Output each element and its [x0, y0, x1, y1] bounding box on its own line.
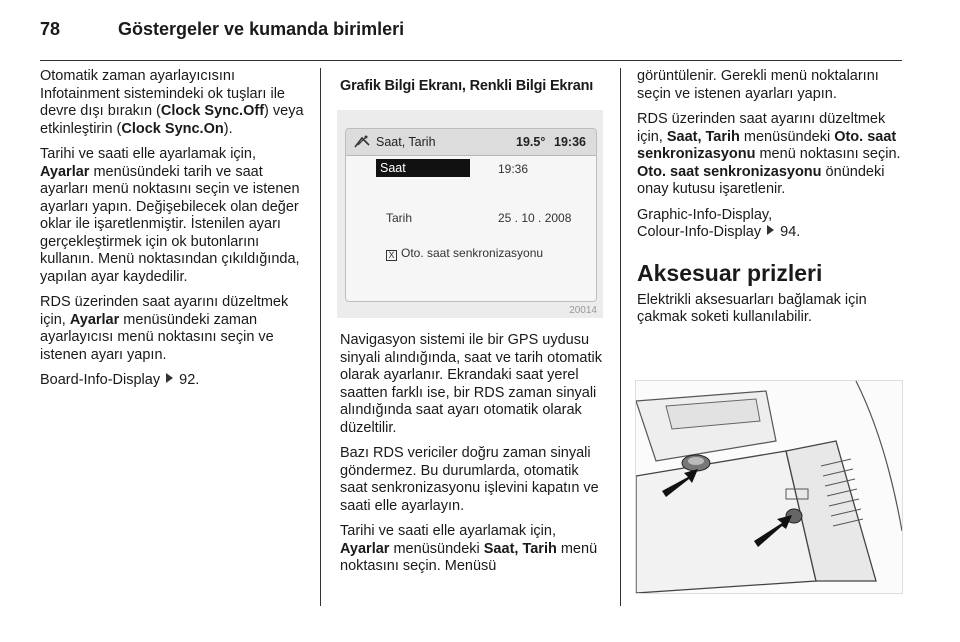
bold-term: Ayarlar	[340, 540, 390, 557]
display-clock: 19:36	[554, 135, 586, 149]
reference-graphic-colour[interactable]	[637, 207, 903, 242]
text: Tarihi ve saati elle ayarlamak için,	[340, 523, 556, 539]
reference-page[interactable]: 92.	[179, 372, 200, 388]
bold-term: Ayarlar	[40, 163, 90, 180]
column-divider	[620, 68, 621, 606]
paragraph-gps: Navigasyon sistemi ile bir GPS uydusu sinyali alındığında, saat ve tarih otomatik olarak ayarlanır. Ekrandaki saat yerel saatten farklı ise, bir RDS zaman sinyali alındığında saat ayarı otomatik olarak düzeltilir.	[340, 332, 602, 436]
text: menüsündeki tarih ve saat ayarları menü noktasını seçin ve istenen ayarları yapın. Değişebilecek olan değer oklar ile işaretlenmiştir. İstenilen ayarı gerçekleştirmek için ok butonlarını kullanın. Menü noktasından çıkıldığında, yapılan ayar kaydedilir.	[40, 163, 300, 285]
text: Otomatik zaman ayarlayıcısını Infotainment sistemindeki ok tuşları ile devre dışı bırakın (	[40, 68, 285, 119]
text: RDS üzerinden saat ayarını düzeltmek için,	[40, 294, 289, 328]
menu-item-tarih[interactable]: Tarih	[386, 211, 413, 225]
bold-term: Oto. saat senkronizasyonu	[637, 128, 897, 162]
page-number: 78	[40, 19, 61, 39]
reference-page[interactable]: 94.	[780, 224, 801, 240]
accessory-socket-illustration	[635, 380, 903, 594]
figure-code: 20014	[569, 305, 597, 316]
column-divider	[320, 68, 321, 606]
bold-term: Saat, Tarih	[483, 540, 557, 557]
reference-label[interactable]: Graphic-Info-Display,	[637, 206, 773, 223]
display-screenshot-figure	[337, 110, 603, 318]
date-value: 25 . 10 . 2008	[498, 211, 572, 225]
text: menü noktasını seçin.	[755, 146, 901, 162]
text: menü noktasını seçin. Menüsü	[340, 540, 598, 574]
bold-term: Oto. saat senkronizasyonu	[637, 163, 822, 180]
text: önündeki onay kutusu işaretlenir.	[637, 163, 885, 197]
column-3	[637, 68, 903, 335]
column-2-text	[340, 332, 606, 584]
page-title: Göstergeler ve kumanda birimleri	[118, 19, 405, 39]
reference-label[interactable]: Colour-Info-Display	[637, 224, 762, 240]
paragraph-rds-note: Bazı RDS vericiler doğru zaman sinyali göndermez. Bu durumlarda, otomatik saat senkronizasyonu işlevini kapatın ve saati elle ayarlayın.	[340, 445, 599, 514]
text: menüsündeki	[739, 128, 835, 145]
text: ).	[223, 120, 233, 137]
paragraph-rds-sync	[637, 111, 903, 199]
figure-heading: Grafik Bilgi Ekranı, Renkli Bilgi Ekranı	[340, 78, 594, 94]
bold-term: Clock Sync.Off	[160, 103, 265, 119]
column-1	[40, 68, 306, 398]
bold-term: Ayarlar	[69, 311, 120, 328]
satellite-antenna-icon	[353, 133, 371, 154]
checkbox-checked-icon[interactable]: X	[386, 250, 397, 261]
text: menüsündeki	[389, 540, 484, 557]
text: ) veya etkinleştirin (	[40, 103, 304, 137]
text: Tarihi ve saati elle ayarlamak için,	[40, 146, 256, 162]
display-title-bar	[346, 129, 596, 156]
menu-item-saat-selected[interactable]: Saat	[376, 159, 470, 177]
reference-label[interactable]: Board-Info-Display	[40, 372, 161, 388]
auto-sync-option[interactable]	[386, 246, 543, 261]
bold-term: Clock Sync.On	[121, 120, 224, 137]
page-reference-arrow-icon	[166, 373, 173, 383]
auto-sync-label: Oto. saat senkronizasyonu	[401, 246, 544, 260]
display-screen	[345, 128, 597, 302]
paragraph-accessory: Elektrikli aksesuarları bağlamak için çakmak soketi kullanılabilir.	[637, 291, 867, 325]
paragraph-clock-sync	[40, 68, 306, 138]
page-reference-arrow-icon	[767, 225, 774, 235]
paragraph-manual-menu	[340, 523, 606, 576]
text: menüsündeki zaman ayarlayıcısı menü noktasını seçin ve istenen ayarı yapın.	[40, 311, 274, 363]
display-temperature: 19.5°	[516, 135, 546, 149]
header-rule	[40, 60, 902, 61]
column-2	[340, 78, 606, 96]
display-title: Saat, Tarih	[376, 135, 436, 149]
text: RDS üzerinden saat ayarını düzeltmek için,	[637, 111, 886, 145]
paragraph-manual-set	[40, 146, 306, 286]
section-heading: Aksesuar prizleri	[637, 259, 823, 286]
reference-board-info[interactable]	[40, 372, 306, 390]
paragraph-menu-shown: görüntülenir. Gerekli menü noktalarını seçin ve istenen ayarları yapın.	[637, 68, 879, 102]
bold-term: Saat, Tarih	[666, 128, 740, 145]
socket-drawing	[636, 381, 902, 593]
time-value: 19:36	[498, 162, 529, 176]
paragraph-rds	[40, 294, 306, 364]
